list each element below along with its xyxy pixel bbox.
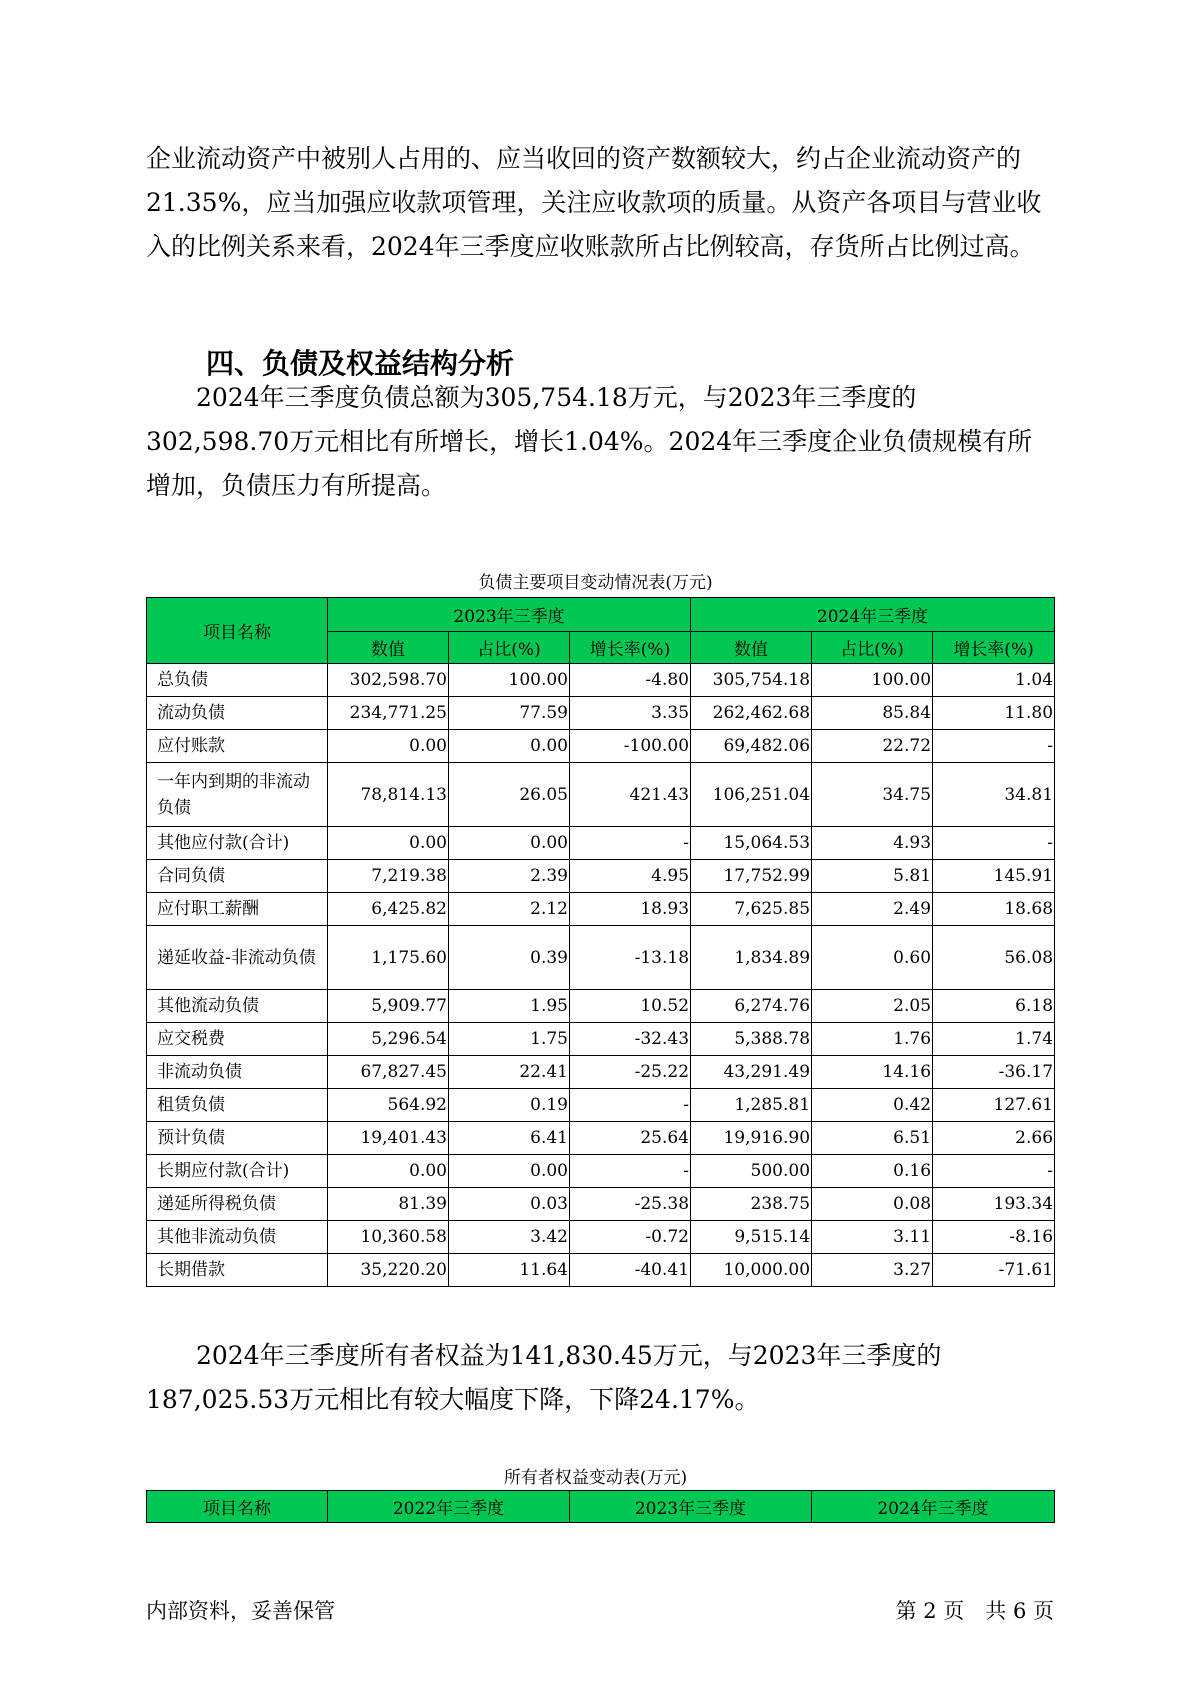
equity-header-2024: 2024年三季度	[812, 1491, 1055, 1523]
cell-value: 5.81	[812, 860, 933, 893]
liability-table-caption: 负债主要项目变动情况表(万元)	[478, 573, 713, 593]
liability-table	[146, 597, 1055, 1287]
cell-value: 81.39	[328, 1188, 449, 1221]
cell-value: 11.64	[449, 1254, 570, 1287]
cell-value: 19,916.90	[691, 1122, 812, 1155]
cell-value: 0.00	[449, 1155, 570, 1188]
cell-value: 2.05	[812, 990, 933, 1023]
cell-value: -32.43	[570, 1023, 691, 1056]
equity-table	[146, 1490, 1055, 1523]
cell-value: -25.38	[570, 1188, 691, 1221]
cell-value: 1.04	[933, 664, 1055, 697]
row-label: 总负债	[147, 664, 328, 697]
cell-value: -36.17	[933, 1056, 1055, 1089]
table-row	[147, 1056, 1055, 1089]
cell-value: 18.68	[933, 893, 1055, 926]
table-row	[147, 763, 1055, 827]
cell-value: 0.00	[328, 730, 449, 763]
cell-value: 2.66	[933, 1122, 1055, 1155]
row-label: 预计负债	[147, 1122, 328, 1155]
cell-value: 4.93	[812, 827, 933, 860]
cell-value: 9,515.14	[691, 1221, 812, 1254]
cell-value: 127.61	[933, 1089, 1055, 1122]
cell-value: 106,251.04	[691, 763, 812, 827]
cell-value: 22.41	[449, 1056, 570, 1089]
equity-header-item: 项目名称	[147, 1491, 328, 1523]
cell-value: 10,360.58	[328, 1221, 449, 1254]
cell-value: -25.22	[570, 1056, 691, 1089]
table-row	[147, 990, 1055, 1023]
cell-value: 145.91	[933, 860, 1055, 893]
cell-value: 5,909.77	[328, 990, 449, 1023]
cell-value: 0.00	[449, 730, 570, 763]
cell-value: 67,827.45	[328, 1056, 449, 1089]
table-row	[147, 1155, 1055, 1188]
cell-value: 6,425.82	[328, 893, 449, 926]
cell-value: 0.00	[449, 827, 570, 860]
table-row	[147, 697, 1055, 730]
row-label: 应付账款	[147, 730, 328, 763]
footer-page-number: 第 2 页 共 6 页	[895, 1599, 1054, 1623]
row-label: 应付职工薪酬	[147, 893, 328, 926]
table-row	[147, 1023, 1055, 1056]
liability-paragraph: 2024年三季度负债总额为305,754.18万元，与2023年三季度的302,598.70万元相比有所增长，增长1.04%。2024年三季度企业负债规模有所增加，负债压力有所提高。	[146, 383, 1033, 500]
cell-value: 4.95	[570, 860, 691, 893]
col-header-growth-2024: 增长率(%)	[933, 632, 1055, 664]
cell-value: 100.00	[812, 664, 933, 697]
cell-value: 0.16	[812, 1155, 933, 1188]
cell-value: 500.00	[691, 1155, 812, 1188]
cell-value: 3.11	[812, 1221, 933, 1254]
row-label: 流动负债	[147, 697, 328, 730]
cell-value: 3.42	[449, 1221, 570, 1254]
cell-value: 5,296.54	[328, 1023, 449, 1056]
cell-value: -71.61	[933, 1254, 1055, 1287]
cell-value: 1.75	[449, 1023, 570, 1056]
cell-value: 6.51	[812, 1122, 933, 1155]
cell-value: 0.08	[812, 1188, 933, 1221]
cell-value: 34.81	[933, 763, 1055, 827]
cell-value: 7,219.38	[328, 860, 449, 893]
cell-value: 1.76	[812, 1023, 933, 1056]
cell-value: 234,771.25	[328, 697, 449, 730]
footer-left: 内部资料，妥善保管	[146, 1599, 335, 1623]
equity-header-2023: 2023年三季度	[570, 1491, 812, 1523]
cell-value: 78,814.13	[328, 763, 449, 827]
cell-value: 26.05	[449, 763, 570, 827]
cell-value: -40.41	[570, 1254, 691, 1287]
table-row	[147, 730, 1055, 763]
table-row	[147, 1122, 1055, 1155]
equity-header-2022: 2022年三季度	[328, 1491, 570, 1523]
row-label: 应交税费	[147, 1023, 328, 1056]
cell-value: 56.08	[933, 926, 1055, 990]
col-header-value-2024: 数值	[691, 632, 812, 664]
cell-value: 0.60	[812, 926, 933, 990]
row-label: 递延所得税负债	[147, 1188, 328, 1221]
row-label: 递延收益-非流动负债	[147, 926, 328, 990]
item-name-header: 项目名称	[147, 598, 328, 664]
cell-value: 10,000.00	[691, 1254, 812, 1287]
row-label: 其他非流动负债	[147, 1221, 328, 1254]
cell-value: 10.52	[570, 990, 691, 1023]
cell-value: 6.41	[449, 1122, 570, 1155]
cell-value: 564.92	[328, 1089, 449, 1122]
cell-value: 77.59	[449, 697, 570, 730]
equity-paragraph: 2024年三季度所有者权益为141,830.45万元，与2023年三季度的187,025.53万元相比有较大幅度下降，下降24.17%。	[146, 1341, 942, 1414]
cell-value: 0.42	[812, 1089, 933, 1122]
cell-value: 6.18	[933, 990, 1055, 1023]
cell-value: 0.39	[449, 926, 570, 990]
row-label: 其他应付款(合计)	[147, 827, 328, 860]
cell-value: -	[933, 1155, 1055, 1188]
cell-value: 1,834.89	[691, 926, 812, 990]
cell-value: -4.80	[570, 664, 691, 697]
cell-value: 1.74	[933, 1023, 1055, 1056]
row-label: 长期应付款(合计)	[147, 1155, 328, 1188]
col-header-share-2024: 占比(%)	[812, 632, 933, 664]
row-label: 其他流动负债	[147, 990, 328, 1023]
table-row	[147, 1254, 1055, 1287]
cell-value: 262,462.68	[691, 697, 812, 730]
cell-value: 0.19	[449, 1089, 570, 1122]
cell-value: -100.00	[570, 730, 691, 763]
cell-value: 18.93	[570, 893, 691, 926]
table-row	[147, 893, 1055, 926]
cell-value: 2.39	[449, 860, 570, 893]
row-label: 租赁负债	[147, 1089, 328, 1122]
cell-value: 11.80	[933, 697, 1055, 730]
cell-value: 305,754.18	[691, 664, 812, 697]
cell-value: -13.18	[570, 926, 691, 990]
cell-value: -8.16	[933, 1221, 1055, 1254]
cell-value: 43,291.49	[691, 1056, 812, 1089]
cell-value: 1.95	[449, 990, 570, 1023]
cell-value: 7,625.85	[691, 893, 812, 926]
cell-value: -	[570, 827, 691, 860]
cell-value: 100.00	[449, 664, 570, 697]
table-row	[147, 664, 1055, 697]
cell-value: -	[933, 730, 1055, 763]
cell-value: 302,598.70	[328, 664, 449, 697]
table-row	[147, 860, 1055, 893]
cell-value: 22.72	[812, 730, 933, 763]
row-label: 非流动负债	[147, 1056, 328, 1089]
cell-value: -	[933, 827, 1055, 860]
cell-value: 6,274.76	[691, 990, 812, 1023]
cell-value: 5,388.78	[691, 1023, 812, 1056]
period-header-2024: 2024年三季度	[691, 598, 1055, 632]
cell-value: 1,175.60	[328, 926, 449, 990]
cell-value: 2.49	[812, 893, 933, 926]
table-row	[147, 926, 1055, 990]
table-row	[147, 827, 1055, 860]
row-label: 长期借款	[147, 1254, 328, 1287]
table-row	[147, 1221, 1055, 1254]
cell-value: 421.43	[570, 763, 691, 827]
cell-value: 35,220.20	[328, 1254, 449, 1287]
section-heading: 四、负债及权益结构分析	[206, 347, 515, 380]
cell-value: 85.84	[812, 697, 933, 730]
cell-value: 69,482.06	[691, 730, 812, 763]
cell-value: 14.16	[812, 1056, 933, 1089]
cell-value: 0.00	[328, 827, 449, 860]
table-row	[147, 1188, 1055, 1221]
cell-value: -	[570, 1089, 691, 1122]
cell-value: 0.03	[449, 1188, 570, 1221]
equity-table-caption: 所有者权益变动表(万元)	[503, 1468, 688, 1488]
cell-value: 34.75	[812, 763, 933, 827]
col-header-value-2023: 数值	[328, 632, 449, 664]
cell-value: 3.35	[570, 697, 691, 730]
cell-value: -	[570, 1155, 691, 1188]
cell-value: -0.72	[570, 1221, 691, 1254]
cell-value: 193.34	[933, 1188, 1055, 1221]
cell-value: 2.12	[449, 893, 570, 926]
cell-value: 238.75	[691, 1188, 812, 1221]
row-label: 一年内到期的非流动负债	[147, 763, 328, 827]
table-row	[147, 1089, 1055, 1122]
row-label: 合同负债	[147, 860, 328, 893]
cell-value: 19,401.43	[328, 1122, 449, 1155]
col-header-share-2023: 占比(%)	[449, 632, 570, 664]
cell-value: 1,285.81	[691, 1089, 812, 1122]
col-header-growth-2023: 增长率(%)	[570, 632, 691, 664]
cell-value: 0.00	[328, 1155, 449, 1188]
period-header-2023: 2023年三季度	[328, 598, 691, 632]
cell-value: 25.64	[570, 1122, 691, 1155]
cell-value: 15,064.53	[691, 827, 812, 860]
intro-paragraph: 企业流动资产中被别人占用的、应当收回的资产数额较大，约占企业流动资产的21.35%，应当加强应收款项管理，关注应收款项的质量。从资产各项目与营业收入的比例关系来看，2024年三季度应收账款所占比例较高，存货所占比例过高。	[146, 144, 1042, 261]
cell-value: 3.27	[812, 1254, 933, 1287]
cell-value: 17,752.99	[691, 860, 812, 893]
